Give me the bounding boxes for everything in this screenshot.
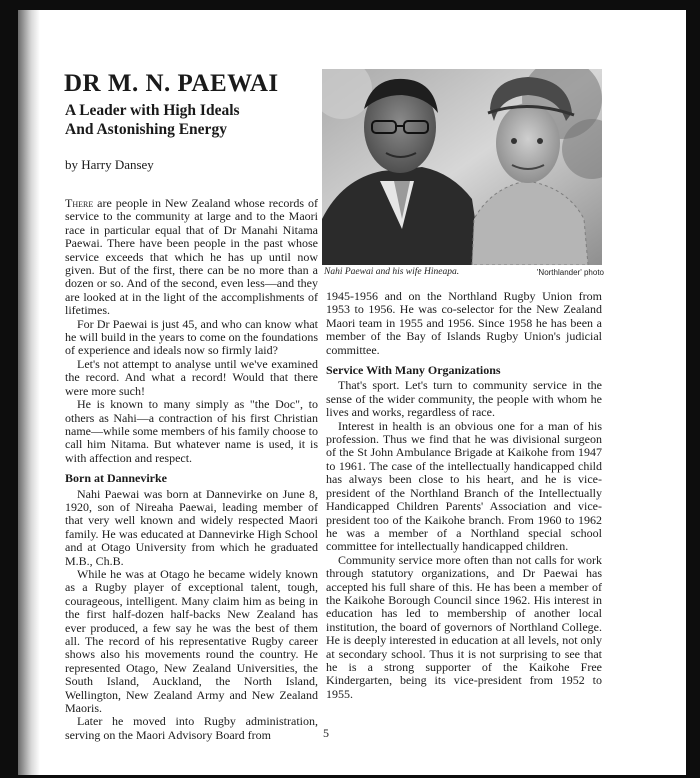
paragraph: He is known to many simply as "the Doc", to others as Nahi—a contraction of his first Christian name—while some members of his family choose to call him Nitama. But whatever name is used, it is with affection and respect.	[65, 397, 318, 465]
photo-caption	[324, 267, 604, 277]
paragraph: Community service more often than not calls for work through statutory organizations, and Dr Paewai has accepted his full share of this. He has been a member of the Kaikohe Borough Council since 1962. His interest in education has led to membership of another local institution, the board of governors of Northland College. He is deeply interested in education at all levels, not only at secondary school. Thus it is not surprising to see that he is a strong supporter of the Kaikohe Free Kindergarten, being its vice-president from 1952 to 1955.	[326, 552, 602, 701]
paragraph: That's sport. Let's turn to community service in the sense of the wider community, the people with whom he lives and works, regardless of race.	[326, 378, 602, 420]
paragraph: Later he moved into Rugby administration, serving on the Maori Advisory Board from	[65, 714, 318, 742]
right-text-column	[326, 290, 602, 701]
page-number: 5	[323, 726, 329, 740]
article-subtitle	[65, 101, 240, 139]
photo-credit: 'Northlander' photo	[536, 268, 604, 277]
section-heading: Service With Many Organizations	[326, 363, 501, 378]
section-heading: Born at Dannevirke	[65, 471, 167, 486]
left-text-column	[65, 197, 318, 742]
portrait-photo-illustration	[322, 69, 602, 265]
byline: by Harry Dansey	[65, 157, 154, 172]
intro-paragraph	[65, 197, 318, 318]
intro-lead-word: There	[65, 196, 94, 210]
portrait-photo	[322, 69, 602, 265]
paragraph: 1945-1956 and on the Northland Rugby Union from 1953 to 1956. He was co-selector for the New Zealand Maori team in 1955 and 1956. Since 1958 he has been a member of the Bay of Islands Rugby Union's judicial committee.	[326, 289, 602, 357]
paragraph: Let's not attempt to analyse until we've examined the record. And what a record! Would that there were more such!	[65, 356, 318, 398]
paragraph: For Dr Paewai is just 45, and who can know what he will build in the years to come on the foundations of experience and ideals now so firmly laid?	[65, 316, 318, 358]
page-spine-shadow	[18, 10, 40, 775]
photo-caption-text: Nahi Paewai and his wife Hineapa.	[324, 267, 460, 277]
paragraph: Interest in health is an obvious one for a man of his profession. Thus we find that he was divisional surgeon of the St John Ambulance Brigade at Kaikohe from 1947 to 1961. The case of the intellectually handicapped child has always been close to his heart, and he is vice-president of the Northland Branch of the Intellectually Handicapped Children Parents' Association and vice-president too of the Kaikohe branch. From 1960 to 1962 he was a member of a Northland special school committee for intellectually handicapped children.	[326, 418, 602, 554]
paragraph: While he was at Otago he became widely known as a Rugby player of exceptional talent, tough, courageous, intelligent. Many claim him as being in the first half-dozen half-backs New Zealand has ever produced, a few say he was the best of them all. The record of his representative Rugby career shows also his movements round the country. He represented Otago, New Zealand Universities, the South Island, Auckland, the North Island, Wellington, New Zealand Army and New Zealand Maoris.	[65, 566, 318, 716]
subtitle-line-1: A Leader with High Ideals	[65, 102, 240, 119]
paragraph: Nahi Paewai was born at Dannevirke on June 8, 1920, son of Nireaha Paewai, leading member of that very well known and widely respected Maori family. He was educated at Dannevirke High School and at Otago University from which he graduated M.B., Ch.B.	[65, 486, 318, 568]
article-title: DR M. N. PAEWAI	[64, 70, 279, 97]
scan-border	[686, 0, 700, 778]
subtitle-line-2: And Astonishing Energy	[65, 121, 227, 138]
intro-text: are people in New Zealand whose records of service to the community at large and to the Maori race in particular equal that of Dr Manahi Nitama Paewai. There have been people in the past whose service exceeds that which he has up until now given. But of the first, there can be no more than a dozen or so. And of the second, even less—and they are looked at in the light of the accomplishments of lifetimes.	[65, 196, 318, 318]
